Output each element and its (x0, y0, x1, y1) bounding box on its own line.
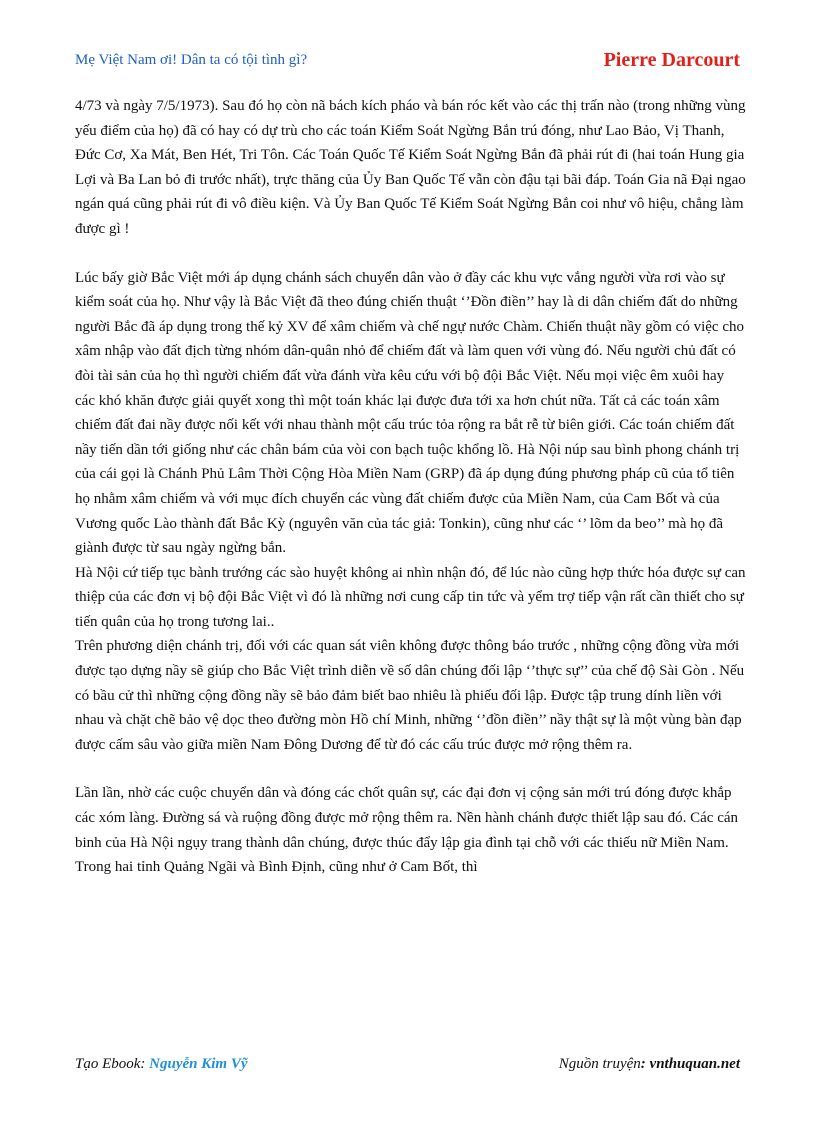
footer-ebook-sep: : (140, 1056, 150, 1072)
footer-source-sep: : (640, 1056, 650, 1072)
footer-ebook-credit (75, 1056, 248, 1073)
paragraph-1: 4/73 và ngày 7/5/1973). Sau đó họ còn nã bách kích pháo và bán róc kết vào các thị trấn nào (trong những vùng yếu điểm của họ) đã có hay có dự trù cho các toán Kiểm Soát Ngừng Bắn trú đóng, như Lao Bảo, Vị Thanh, Đức Cơ, Xa Mát, Ben Hét, Tri Tôn. Các Toán Quốc Tế Kiểm Soát Ngừng Bắn đã phải rút đi (hai toán Hung gia Lợi và Ba Lan bỏ đi trước nhất), trực thăng của Ủy Ban Quốc Tế vẫn còn đậu tại bãi đáp. Toán Gia nã Đại ngao ngán quá cũng phải rút đi vô điều kiện. Và Ủy Ban Quốc Tế Kiểm Soát Ngừng Bắn coi như vô hiệu, chẳng làm được gì ! (75, 98, 746, 237)
header-author: Pierre Darcourt (603, 49, 740, 71)
paragraph-4: Trên phương diện chánh trị, đối với các quan sát viên không được thông báo trước , những cộng đồng vừa mới được tạo dựng nầy sẽ giúp cho Bắc Việt trình diễn về số dân chúng đối lập ‘’thực sự’’ của chế độ Sài Gòn . Nếu có bầu cử thì những cộng đồng nầy sẽ bảo đảm biết bao nhiêu là phiếu đối lập. Được tập trung dính liền với nhau và chặt chẽ bảo vệ dọc theo đường mòn Hồ chí Minh, những ‘’đồn điền’’ nầy thật sự là một vùng bàn đạp được cấm sâu vào giữa miền Nam Đông Dương để từ đó các cấu trúc được mở rộng thêm ra. (75, 638, 745, 753)
page-body (75, 94, 747, 880)
paragraph-5: Lần lần, nhờ các cuộc chuyển dân và đóng các chốt quân sự, các đại đơn vị cộng sản mới trú đóng được khắp các xóm làng. Đường sá và ruộng đồng được mở rộng thêm ra. Nền hành chánh được thiết lập sau đó. Các cán binh của Hà Nội ngụy trang thành dân chúng, được thúc đẩy lập gia đình tại chỗ với các thiếu nữ Miền Nam. Trong hai tỉnh Quảng Ngãi và Bình Định, cũng như ở Cam Bốt, thì (75, 785, 739, 876)
footer-ebook-name[interactable]: Nguyễn Kim Vỹ (149, 1056, 248, 1072)
footer-source-credit (559, 1056, 740, 1073)
paragraph-3: Hà Nội cứ tiếp tục bành trướng các sào huyệt không ai nhìn nhận đó, để lúc nào cũng hợp thức hóa được sự can thiệp của các đơn vị bộ đội Bắc Việt vì đó là những nơi cung cấp tin tức và yểm trợ tiếp vận rất cần thiết cho sự tiến quân của họ trong tương lai.. (75, 564, 746, 630)
paragraph-2: Lúc bấy giờ Bắc Việt mới áp dụng chánh sách chuyển dân vào ở đầy các khu vực vắng người vừa rơi vào sự kiểm soát của họ. Như vậy là Bắc Việt đã theo đúng chiến thuật ‘’Đồn điền’’ hay là di dân chiếm đất do những người Bắc đã áp dụng trong thế kỷ XV để xâm chiếm và chế ngự nước Chàm. Chiến thuật nầy gồm có việc cho xâm nhập vào đất địch từng nhóm dân-quân nhỏ để chiếm đất và làm quen với vùng đó. Nếu người chủ đất có đòi tài sản của họ thì người chiếm đất vừa đánh vừa kêu cứu với bộ đội Bắc Việt. Nếu mọi việc êm xuôi hay các khó khăn được giải quyết xong thì một toán khác lại được đưa tới xa hơn chút nữa. Tất cả các toán xâm chiếm đất đai nầy được nối kết với nhau thành một cấu trúc tỏa rộng ra bắt rễ từ biên giới. Các toán chiếm đất nầy tiến dần tới giống như các chân bám của vòi con bạch tuộc khổng lồ. Hà Nội núp sau bình phong chánh trị của cái gọi là Chánh Phủ Lâm Thời Cộng Hòa Miền Nam (GRP) đã áp dụng đúng phương pháp cũ của tổ tiên họ nhằm xâm chiếm và với mục đích chuyển các vùng đất chiếm được của Miền Nam, của Cam Bốt và của Vương quốc Lào thành đất Bắc Kỳ (nguyên văn của tác giả: Tonkin), cũng như các ‘’ lõm da beo’’ mà họ đã giành được từ sau ngày ngừng bắn. (75, 269, 744, 557)
footer-source-site[interactable]: vnthuquan.net (649, 1056, 740, 1072)
header-book-title: Mẹ Việt Nam ơi! Dân ta có tội tình gì? (75, 52, 308, 68)
footer-source-label: Nguồn truyện (558, 1056, 641, 1072)
footer-ebook-label: Tạo Ebook (75, 1056, 141, 1072)
